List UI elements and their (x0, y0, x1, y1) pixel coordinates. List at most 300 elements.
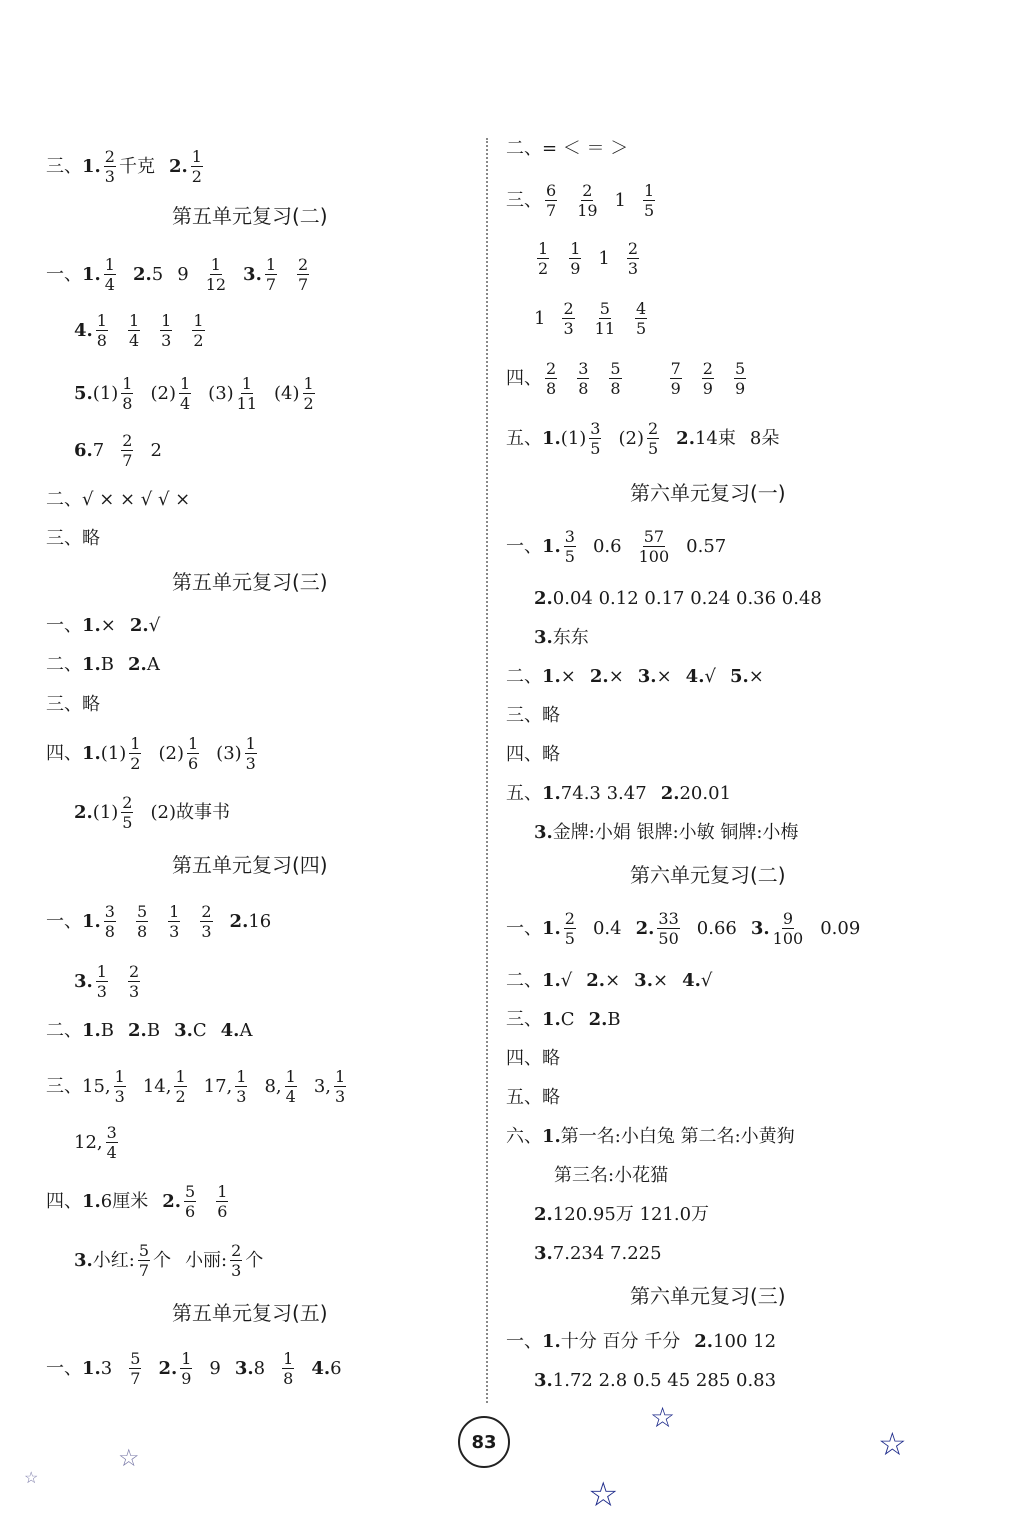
answer-text: 8 (253, 1357, 266, 1379)
fraction (562, 300, 574, 337)
item-number: 1. (82, 910, 101, 932)
answer-text: 一、 (46, 615, 82, 636)
fraction-denominator: 3 (104, 167, 115, 186)
answer-text: C (192, 1020, 207, 1041)
answer-text: 金牌:小娟 银牌:小敏 铜牌:小梅 (552, 822, 799, 843)
answer-line (506, 970, 712, 992)
item-number: 2. (534, 1204, 553, 1225)
answer-text: 1 (598, 247, 610, 269)
fraction (545, 360, 557, 397)
fraction (545, 182, 557, 219)
answer-line (506, 1009, 621, 1031)
item-number: 1. (542, 1009, 561, 1030)
fraction-numerator: 2 (122, 431, 133, 450)
answer-text: × (560, 666, 576, 687)
fraction-denominator: 9 (734, 379, 746, 398)
fraction (245, 735, 257, 772)
answer-text: 20.01 (679, 783, 732, 804)
item-number: 2. (676, 427, 695, 449)
answer-text: (2)故事书 (150, 801, 230, 823)
answer-text: B (146, 1020, 161, 1041)
answer-text: 四、略 (506, 744, 560, 765)
item-number: 3. (74, 1249, 93, 1271)
item-number: 2. (229, 910, 249, 932)
fraction (237, 375, 257, 412)
fraction-numerator: 3 (564, 527, 575, 546)
answer-line (506, 360, 749, 397)
answer-text: A (146, 654, 160, 675)
section-heading (172, 1300, 328, 1324)
fraction-denominator: 8 (283, 1369, 294, 1388)
fraction (577, 182, 597, 219)
fraction-numerator: 1 (210, 255, 221, 274)
fraction (179, 375, 191, 412)
fraction-denominator: 3 (563, 319, 574, 338)
fraction (702, 360, 714, 397)
section-heading (630, 480, 786, 504)
fraction (168, 903, 180, 940)
fraction-denominator: 5 (564, 547, 575, 566)
fraction (128, 963, 140, 1000)
answer-text: 四、略 (506, 1048, 560, 1069)
item-number: 1. (82, 1020, 101, 1041)
fraction-denominator: 5 (644, 201, 655, 220)
fraction-denominator: 4 (179, 394, 191, 413)
fraction-numerator: 2 (546, 359, 557, 378)
fraction-denominator: 50 (658, 929, 679, 948)
fraction-denominator: 4 (104, 275, 115, 294)
answer-text: 四、 (506, 367, 542, 389)
fraction-numerator: 1 (245, 734, 256, 753)
item-number: 3. (637, 666, 657, 687)
fraction-denominator: 3 (169, 922, 180, 941)
answer-text: 6厘米 (100, 1190, 149, 1212)
fraction-numerator: 2 (201, 902, 212, 921)
answer-text: 小丽: (185, 1249, 228, 1271)
answer-text: 6 (330, 1357, 342, 1379)
fraction-denominator: 8 (104, 922, 115, 941)
answer-text: × (748, 666, 764, 687)
fraction-numerator: 1 (187, 734, 199, 753)
answer-line (506, 910, 860, 947)
answer-line (506, 705, 560, 727)
page-number: 83 (458, 1416, 510, 1468)
fraction (160, 312, 172, 349)
item-number: 3. (74, 970, 93, 992)
answer-text: 东东 (552, 627, 589, 648)
item-number: 4. (311, 1357, 331, 1379)
answer-text: √ (148, 615, 161, 636)
answer-text: 第一名:小白兔 第二名:小黄狗 (560, 1126, 795, 1147)
answer-line (74, 1124, 121, 1161)
fraction (96, 312, 108, 349)
fraction (734, 360, 746, 397)
section-heading (172, 569, 328, 593)
star-icon: ☆ (650, 1401, 676, 1434)
answer-text: 二、√ × × √ √ × (46, 489, 191, 510)
fraction (282, 1350, 294, 1387)
item-number: 2. (158, 1357, 178, 1379)
answer-line (534, 1204, 709, 1226)
fraction-numerator: 3 (590, 419, 601, 438)
item-number: 1. (82, 263, 101, 285)
answer-line (506, 138, 628, 160)
answer-text: 3 (100, 1357, 113, 1379)
item-number: 2. (128, 654, 147, 675)
answer-text: 0.09 (820, 917, 861, 939)
fraction-numerator: 2 (128, 962, 140, 981)
item-number: 1. (542, 970, 561, 991)
fraction-numerator: 5 (185, 1182, 196, 1201)
fraction-denominator: 5 (122, 813, 133, 832)
answer-text: 16 (248, 910, 272, 932)
answer-line (506, 182, 658, 219)
answer-text: 0.6 (592, 535, 622, 557)
fraction-denominator: 9 (570, 259, 581, 278)
answer-text: 三、略 (46, 694, 100, 715)
fraction-numerator: 1 (303, 374, 314, 393)
fraction (129, 1350, 141, 1387)
fraction-numerator: 1 (265, 255, 277, 274)
answer-text: 5 (151, 263, 164, 285)
answer-text: 一、 (46, 1357, 82, 1379)
fraction-numerator: 2 (122, 793, 133, 812)
answer-text: (4) (274, 382, 300, 404)
section-heading (630, 1283, 786, 1307)
answer-text: 74.3 3.47 (560, 783, 647, 804)
item-number: 1. (542, 1331, 561, 1352)
fraction-numerator: 1 (169, 902, 180, 921)
fraction-numerator: 7 (670, 359, 681, 378)
answer-text: 2 (150, 439, 162, 461)
answer-text: 一、 (506, 917, 542, 939)
fraction-denominator: 5 (590, 439, 601, 458)
answer-text: A (239, 1020, 253, 1041)
item-number: 1. (82, 615, 101, 636)
answer-text: 五、 (506, 427, 542, 449)
item-number: 2. (589, 666, 609, 687)
answer-line (46, 1183, 231, 1220)
fraction-numerator: 9 (782, 909, 794, 928)
fraction (121, 432, 133, 469)
column-divider (486, 138, 488, 1403)
item-number: 4. (682, 970, 701, 991)
answer-text: 第三名:小花猫 (554, 1165, 669, 1186)
fraction-denominator: 2 (130, 754, 141, 773)
fraction-denominator: 3 (335, 1087, 346, 1106)
answer-line (534, 588, 822, 610)
fraction-denominator: 2 (538, 259, 549, 278)
fraction-numerator: 5 (599, 299, 610, 318)
item-number: 3. (534, 1370, 553, 1391)
heading-text: 第五单元复习(三) (172, 569, 328, 594)
answer-line (534, 1370, 776, 1392)
fraction-numerator: 1 (96, 962, 107, 981)
answer-text: 二、 (46, 654, 82, 675)
item-number: 2. (128, 1020, 147, 1041)
fraction (106, 1124, 118, 1161)
answer-line (506, 744, 560, 766)
fraction-numerator: 2 (563, 299, 574, 318)
item-number: 2. (660, 783, 680, 804)
answer-line (534, 300, 650, 337)
fraction (627, 240, 639, 277)
answer-text: 8, (264, 1075, 282, 1097)
fraction (104, 148, 116, 185)
star-icon: ☆ (118, 1444, 140, 1472)
fraction (184, 1183, 196, 1220)
fraction (180, 1350, 192, 1387)
fraction-denominator: 5 (564, 929, 575, 948)
answer-text: 千克 (118, 155, 155, 177)
fraction-denominator: 12 (205, 275, 227, 294)
fraction (192, 312, 204, 349)
item-number: 1. (82, 742, 101, 764)
item-number: 2. (635, 917, 655, 939)
heading-text: 第六单元复习(三) (630, 1283, 786, 1308)
answer-text: 8朵 (749, 427, 780, 449)
fraction-numerator: 1 (285, 1067, 296, 1086)
fraction-denominator: 6 (217, 1202, 228, 1221)
answer-line (506, 1087, 560, 1109)
fraction-denominator: 5 (647, 439, 659, 458)
fraction (265, 256, 277, 293)
answer-text: 3, (313, 1075, 332, 1097)
fraction-numerator: 3 (578, 359, 589, 378)
answer-text: √ (560, 970, 573, 991)
item-number: 1. (82, 1190, 101, 1212)
fraction-denominator: 9 (181, 1369, 192, 1388)
fraction-numerator: 1 (114, 1067, 125, 1086)
answer-line (46, 528, 100, 550)
answer-text: 14, (142, 1075, 172, 1097)
answer-text: 17, (203, 1075, 233, 1097)
item-number: 1. (542, 917, 561, 939)
fraction (121, 794, 133, 831)
fraction-denominator: 9 (670, 379, 681, 398)
answer-text: 个 (245, 1249, 264, 1271)
answer-text: 一、 (506, 535, 542, 557)
item-number: 5. (74, 382, 93, 404)
answer-line (534, 822, 798, 844)
fraction-numerator: 2 (298, 255, 309, 274)
fraction-numerator: 1 (538, 239, 549, 258)
answer-text: 二、 (506, 970, 542, 991)
fraction (206, 256, 226, 293)
fraction-numerator: 1 (96, 311, 107, 330)
item-number: 3. (234, 1357, 254, 1379)
fraction-denominator: 3 (231, 1261, 242, 1280)
answer-text: B (100, 654, 115, 675)
fraction-numerator: 1 (128, 311, 140, 330)
answer-text: 1 (614, 189, 626, 211)
fraction-numerator: 1 (104, 255, 115, 274)
fraction (577, 360, 589, 397)
answer-text: 三、15, (46, 1075, 111, 1097)
answer-text: 9 (209, 1357, 221, 1379)
item-number: 2. (588, 1009, 608, 1030)
fraction (285, 1068, 297, 1105)
item-number: 3. (634, 970, 653, 991)
answer-text: √ (704, 666, 716, 687)
answer-text: 四、 (46, 1190, 82, 1212)
item-number: 4. (220, 1020, 240, 1041)
fraction-denominator: 6 (185, 1202, 196, 1221)
item-number: 1. (542, 1126, 561, 1147)
heading-text: 第五单元复习(二) (172, 203, 328, 228)
item-number: 1. (542, 666, 561, 687)
fraction-denominator: 8 (610, 379, 621, 398)
fraction-numerator: 5 (130, 1349, 141, 1368)
answer-text: 二、 (46, 1020, 82, 1041)
answer-line (74, 432, 162, 469)
fraction-denominator: 7 (122, 451, 133, 470)
answer-line (46, 1350, 342, 1387)
fraction (609, 360, 621, 397)
answer-line (46, 1068, 349, 1105)
fraction-numerator: 3 (104, 902, 115, 921)
answer-text: 0.04 0.12 0.17 0.24 0.36 0.48 (552, 588, 822, 609)
fraction-denominator: 8 (136, 922, 148, 941)
fraction-numerator: 1 (335, 1067, 346, 1086)
answer-line (534, 1243, 662, 1265)
fraction-numerator: 1 (283, 1349, 294, 1368)
fraction (569, 240, 581, 277)
answer-text: × (100, 615, 116, 636)
fraction-numerator: 2 (702, 359, 713, 378)
answer-line (46, 654, 160, 676)
item-number: 1. (542, 783, 561, 804)
fraction (589, 420, 601, 457)
fraction (129, 735, 141, 772)
fraction-numerator: 2 (104, 147, 115, 166)
item-number: 2. (129, 615, 149, 636)
fraction (657, 910, 679, 947)
answer-text: × (656, 666, 672, 687)
heading-text: 第六单元复习(一) (630, 480, 786, 505)
fraction-numerator: 5 (734, 359, 746, 378)
answer-line (74, 963, 143, 1000)
fraction (191, 148, 203, 185)
answer-line (74, 312, 208, 349)
star-icon: ☆ (878, 1425, 907, 1463)
answer-line (74, 1242, 263, 1279)
fraction-denominator: 7 (298, 275, 309, 294)
fraction-numerator: 2 (564, 909, 575, 928)
fraction-denominator: 19 (577, 201, 598, 220)
answer-text: 7.234 7.225 (552, 1243, 662, 1264)
fraction-numerator: 5 (138, 1241, 150, 1260)
fraction-numerator: 1 (193, 311, 204, 330)
fraction-denominator: 2 (191, 167, 202, 186)
fraction-denominator: 4 (285, 1087, 296, 1106)
answer-text: (2) (158, 742, 184, 764)
answer-text: 五、略 (506, 1087, 560, 1108)
answer-text: (2) (618, 427, 644, 449)
fraction-numerator: 1 (570, 239, 581, 258)
fraction-numerator: 1 (644, 181, 655, 200)
fraction-numerator: 2 (627, 239, 639, 258)
answer-text: 120.95万 121.0万 (552, 1204, 710, 1225)
item-number: 2. (74, 801, 93, 823)
answer-text: × (605, 970, 621, 991)
fraction (773, 910, 804, 947)
fraction (114, 1068, 126, 1105)
item-number: 2. (168, 155, 188, 177)
fraction-numerator: 5 (136, 902, 148, 921)
answer-text: (1) (100, 742, 127, 764)
answer-line (506, 1126, 795, 1148)
answer-text: 7 (92, 439, 105, 461)
answer-text: × (608, 666, 624, 687)
fraction-denominator: 11 (236, 394, 258, 413)
fraction-numerator: 1 (191, 147, 202, 166)
fraction-numerator: 1 (175, 1067, 186, 1086)
fraction-denominator: 7 (130, 1369, 141, 1388)
fraction (643, 182, 655, 219)
answer-text: 五、 (506, 783, 542, 804)
fraction-denominator: 8 (546, 379, 557, 398)
answer-line (74, 794, 230, 831)
answer-text: 三、略 (46, 528, 100, 549)
answer-text: (1) (92, 382, 119, 404)
fraction-numerator: 4 (636, 299, 647, 318)
fraction (200, 903, 212, 940)
fraction-denominator: 9 (702, 379, 713, 398)
fraction (635, 300, 647, 337)
answer-text: 六、 (506, 1126, 542, 1147)
fraction-denominator: 7 (265, 275, 277, 294)
fraction-numerator: 1 (130, 734, 141, 753)
fraction (138, 1242, 150, 1279)
answer-line (506, 1331, 776, 1353)
answer-text: 个 (153, 1249, 172, 1271)
answer-text: 三、 (46, 155, 82, 177)
answer-text: 1 (534, 307, 546, 329)
fraction-denominator: 2 (175, 1087, 186, 1106)
item-number: 4. (685, 666, 705, 687)
fraction-numerator: 1 (161, 311, 172, 330)
fraction (595, 300, 615, 337)
answer-line (506, 528, 726, 565)
answer-text: B (100, 1020, 115, 1041)
item-number: 1. (82, 654, 101, 675)
fraction-denominator: 8 (96, 331, 107, 350)
fraction-numerator: 1 (217, 1182, 228, 1201)
answer-text: 14束 (694, 427, 736, 449)
fraction (297, 256, 309, 293)
fraction (564, 910, 576, 947)
fraction-denominator: 4 (128, 331, 140, 350)
fraction (121, 375, 133, 412)
fraction (174, 1068, 186, 1105)
fraction-denominator: 7 (138, 1261, 150, 1280)
fraction (216, 1183, 228, 1220)
answer-line (554, 1165, 668, 1187)
fraction-denominator: 3 (236, 1087, 247, 1106)
answer-text: 0.57 (686, 535, 727, 557)
fraction-denominator: 6 (187, 754, 199, 773)
answer-text: 一、 (46, 263, 82, 285)
item-number: 3. (243, 263, 262, 285)
fraction (96, 963, 108, 1000)
answer-text: 小红: (92, 1249, 135, 1271)
answer-text: 三、 (506, 189, 542, 211)
fraction-numerator: 57 (643, 527, 665, 546)
fraction (230, 1242, 242, 1279)
answer-line (46, 256, 312, 293)
fraction-denominator: 4 (106, 1143, 117, 1162)
